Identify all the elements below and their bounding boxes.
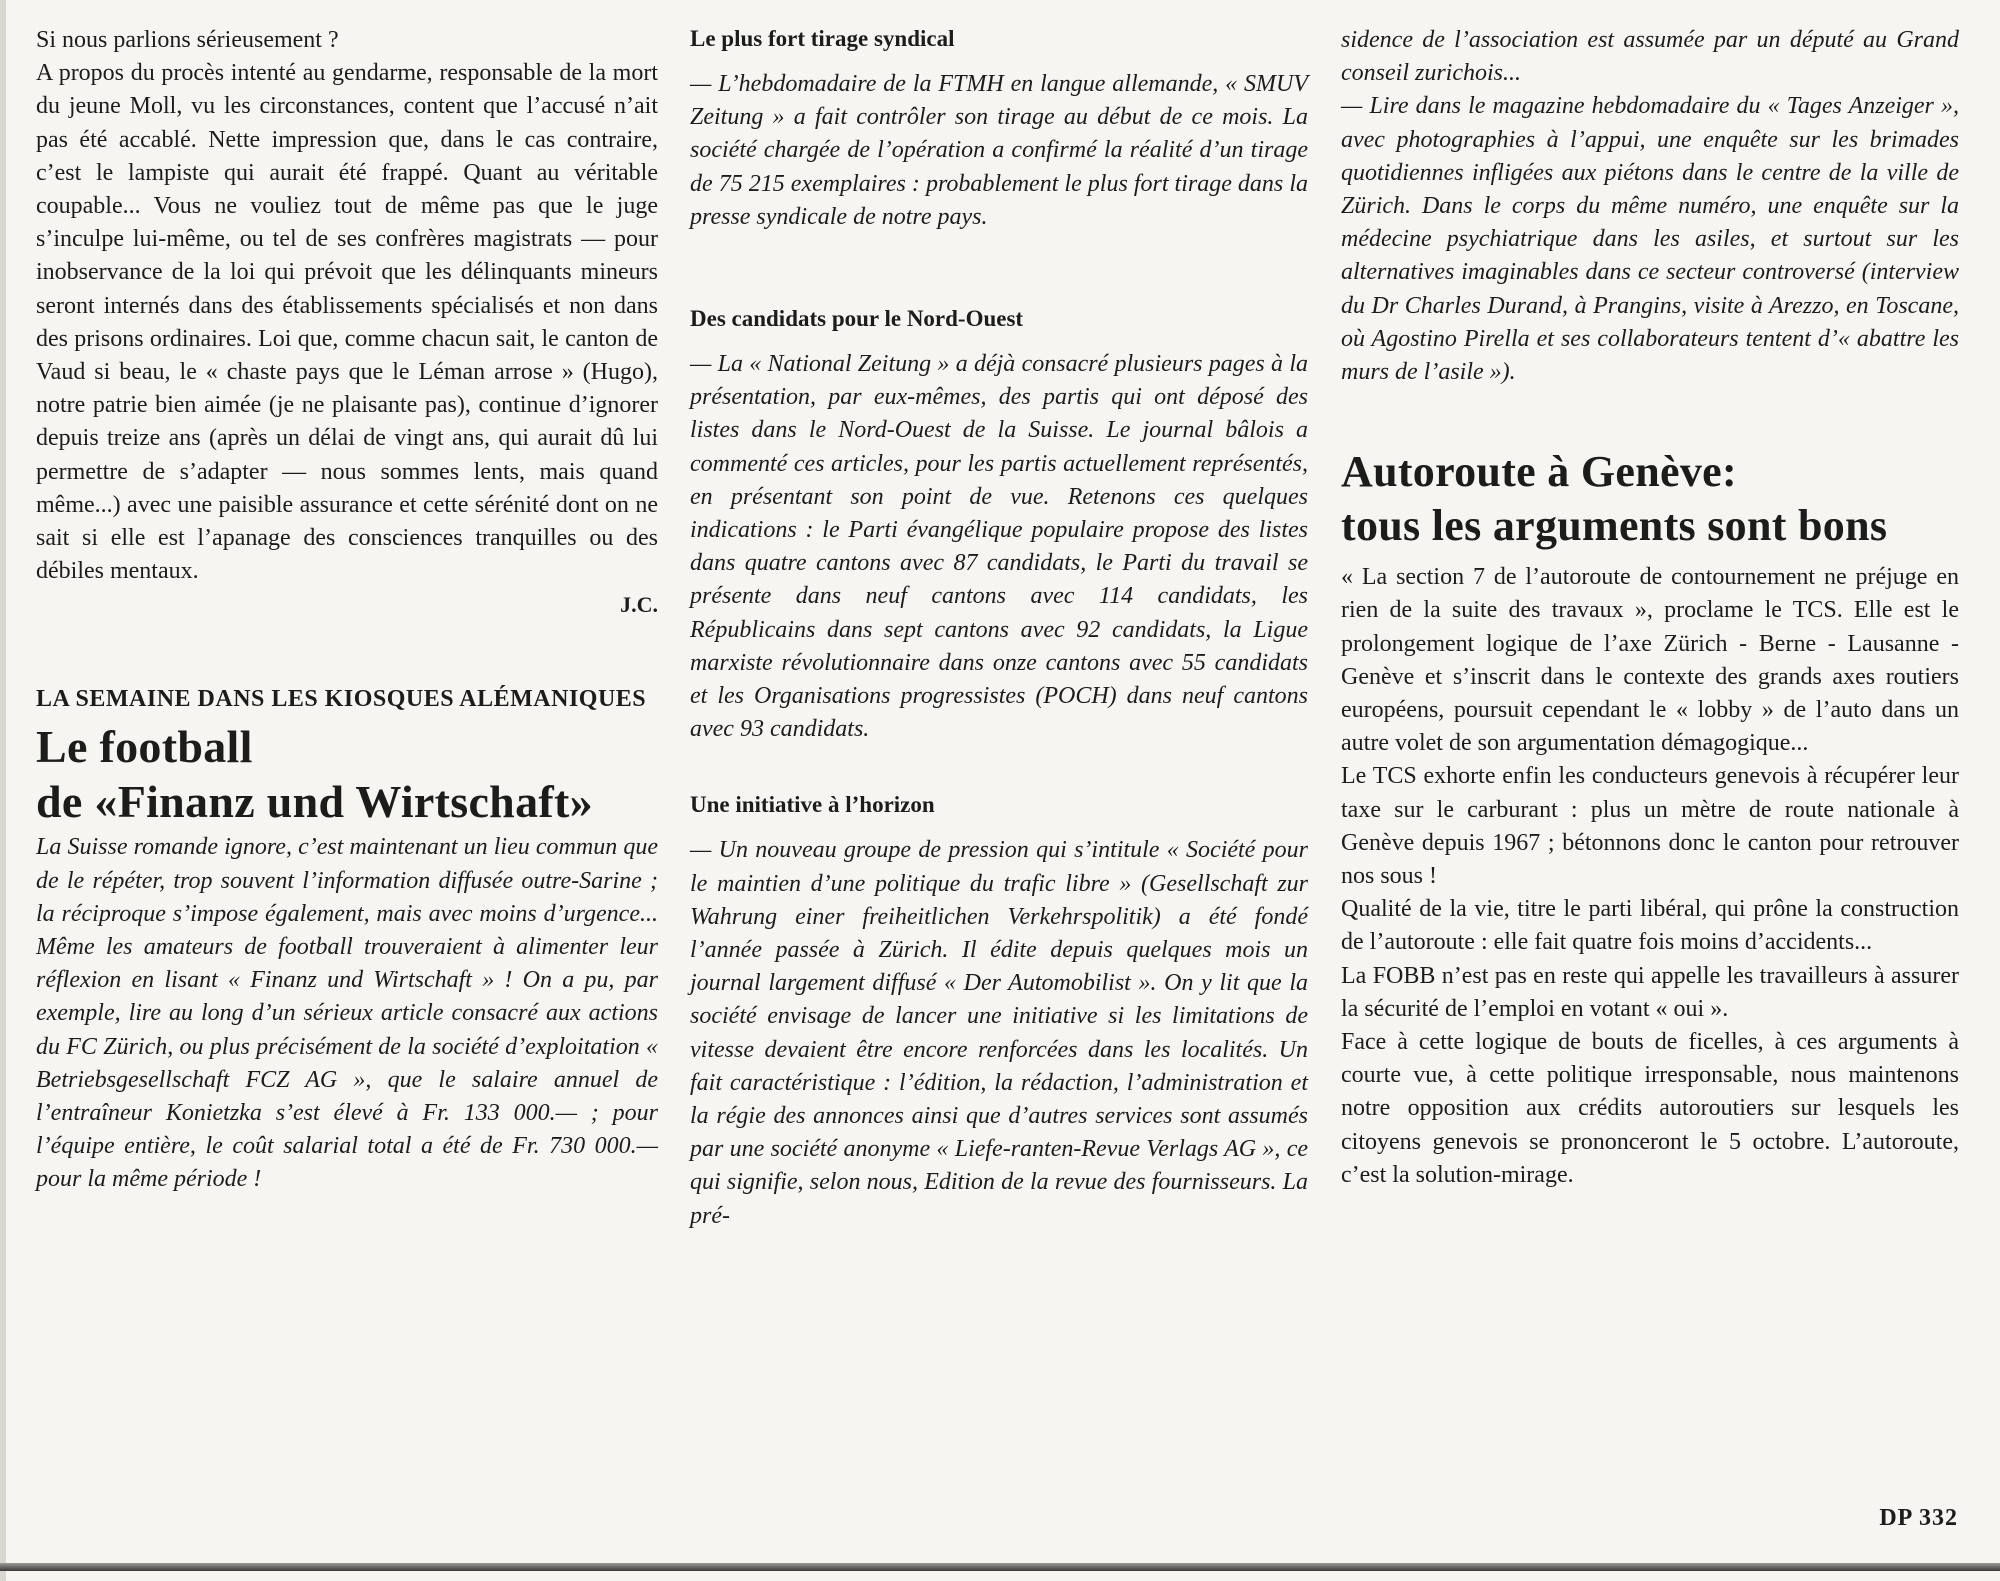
autoroute-headline-line1: Autoroute à Genève:: [1341, 447, 1737, 497]
football-headline-line1: Le football: [36, 721, 253, 773]
autoroute-headline: [1341, 445, 1959, 553]
scan-bottom-edge: [0, 1563, 2000, 1571]
intro-paragraph: A propos du procès intenté au gendarme, responsable de la mort du jeune Moll, vu les circonstances, content que l’accusé n’ait pas été accablé. Nette impression que, dans le cas contraire, c’est le lampiste qui aurait été frappé. Quant au véritable coupable... Vous ne vouliez tout de même pas que le juge s’inculpe lui-même, ou tel de ses confrères magistrats — pour inobservance de la loi qui prévoit que les délinquants mineurs seront internés dans des établissements spécialisés et non dans des prisons ordinaires. Loi que, comme chacun sait, le canton de Vaud si beau, le « chaste pays que le Léman arrose » (Hugo), notre patrie bien aimée (je ne plaisante pas), continue d’ignorer depuis treize ans (après un délai de vingt ans, qui aurait dû lui permettre de s’adapter — nous sommes lents, mais quand même...) avec une paisible assurance et cette sérénité dont on ne sait si elle est l’apanage des consciences tranquilles ou des débiles mentaux.: [36, 60, 658, 585]
section-text-tirage: — L’hebdomadaire de la FTMH en langue allemande, « SMUV Zeitung » a fait contrôler son tirage au début de ce mois. La société chargée de l’opération a confirmé la réalité d’un tirage de 75 215 exemplaires : probablement le plus fort tirage dans la presse syndicale de notre pays.: [690, 71, 1308, 230]
autoroute-paragraph: Face à cette logique de bouts de ficelles, à ces arguments à courte vue, à cette politique irresponsable, nous maintenons notre opposition aux crédits autoroutiers sur lesquels les citoyens genevois se prononceront le 5 octobre. L’autoroute, c’est la solution-mirage.: [1341, 1029, 1959, 1188]
column-right: [1341, 24, 1959, 1192]
continued-presidence: sidence de l’association est assumée par un député au Grand conseil zurichois...: [1341, 27, 1959, 87]
football-headline: [36, 719, 658, 829]
section-text-initiative: — Un nouveau groupe de pression qui s’intitule « Société pour le maintien d’une politique du trafic libre » (Gesellschaft zur Wahrung einer freiheitlichen Verkehrspolitik) a été fondé l’année passée à Zürich. Il édite depuis quelques mois un journal largement diffusé « Der Automobilist ». On y lit que la société envisage de lancer une initiative si les limitations de vitesse devaient être encore renforcées dans les localités. Un fait caractéristique : l’édition, la rédaction, l’administration et la régie des annonces ainsi que d’autres services sont assumés par une société anonyme « Liefe-ranten-Revue Verlags AG », ce qui signifie, selon nous, Edition de la revue des fournisseurs. La pré-: [690, 837, 1308, 1229]
autoroute-headline-line2: tous les arguments sont bons: [1341, 501, 1888, 551]
column-left: [36, 24, 658, 1197]
page-edge: [0, 0, 6, 1581]
football-headline-line2: de «Finanz und Wirtschaft»: [36, 776, 593, 828]
section-title-tirage: Le plus fort tirage syndical: [690, 26, 955, 51]
section-title-initiative: Une initiative à l’horizon: [690, 792, 935, 818]
author-signature: J.C.: [620, 592, 658, 618]
autoroute-paragraph: Le TCS exhorte enfin les conducteurs genevois à récupérer leur taxe sur le carburant : plus un mètre de route nationale à Genève depuis 1967 ; bétonnons donc le canton pour retrouver nos sous !: [1341, 763, 1959, 890]
section-kicker: LA SEMAINE DANS LES KIOSQUES ALÉMANIQUES: [36, 686, 647, 713]
intro-question: Si nous parlions sérieusement ?: [36, 27, 339, 53]
football-article-text: La Suisse romande ignore, c’est maintenant un lieu commun que de le répéter, trop souvent l’information diffusée outre-Sarine ; la réciproque s’impose également, mais avec moins d’urgence... Même les amateurs de football trouveraient à alimenter leur réflexion en lisant « Finanz und Wirtschaft » ! On a pu, par exemple, lire au long d’un sérieux article consacré aux actions du FC Zürich, ou plus précisément de la société d’exploitation « Betriebsgesellschaft FCZ AG », que le salaire annuel de l’entraîneur Konietzka s’est élevé à Fr. 133 000.— ; pour l’équipe entière, le coût salarial total a été de Fr. 730 000.— pour la même période !: [36, 834, 658, 1193]
autoroute-paragraph: « La section 7 de l’autoroute de contournement ne préjuge en rien de la suite des travaux », proclame le TCS. Elle est le prolongement logique de l’axe Zürich - Berne - Lausanne - Genève et s’inscrit dans le contexte des grands axes routiers européens, poursuit cependant le « lobby » de l’auto dans un autre volet de son argumentation démagogique...: [1341, 564, 1959, 757]
autoroute-paragraph: Qualité de la vie, titre le parti libéral, qui prône la construction de l’autoroute : elle fait quatre fois moins d’accidents...: [1341, 896, 1959, 956]
autoroute-paragraph: La FOBB n’est pas en reste qui appelle les travailleurs à assurer la sécurité de l’emploi en votant « oui ».: [1341, 962, 1959, 1022]
column-middle: [690, 24, 1308, 1233]
section-text-candidats: — La « National Zeitung » a déjà consacré plusieurs pages à la présentation, par eux-mêmes, des partis qui ont déposé des listes dans le Nord-Ouest de la Suisse. Le journal bâlois a commenté ces articles, pour les partis actuellement représentés, en présentant son point de vue. Retenons ces quelques indications : le Parti évangélique populaire propose des listes dans quatre cantons avec 87 candidats, le Parti du travail se présente dans neuf cantons avec 114 candidats, les Républicains dans sept cantons avec 92 candidats, la Ligue marxiste révolutionnaire dans onze cantons avec 55 candidats et les Organisations progressistes (POCH) dans neuf cantons avec 93 candidats.: [690, 351, 1308, 743]
page-reference: DP 332: [1879, 1505, 1958, 1531]
tages-anzeiger-text: — Lire dans le magazine hebdomadaire du « Tages Anzeiger », avec photographies à l’appui, une enquête sur les brimades quotidiennes infligées aux piétons dans le centre de la ville de Zürich. Dans le corps du même numéro, une enquête sur la médecine psychiatrique dans les asiles, et surtout sur les alternatives imaginables dans ce secteur controversé (interview du Dr Charles Durand, à Prangins, visite à Arezzo, en Toscane, où Agostino Pirella et ses collaborateurs tentent d’« abattre les murs de l’asile »).: [1341, 93, 1959, 386]
section-title-candidats: Des candidats pour le Nord-Ouest: [690, 306, 1024, 332]
